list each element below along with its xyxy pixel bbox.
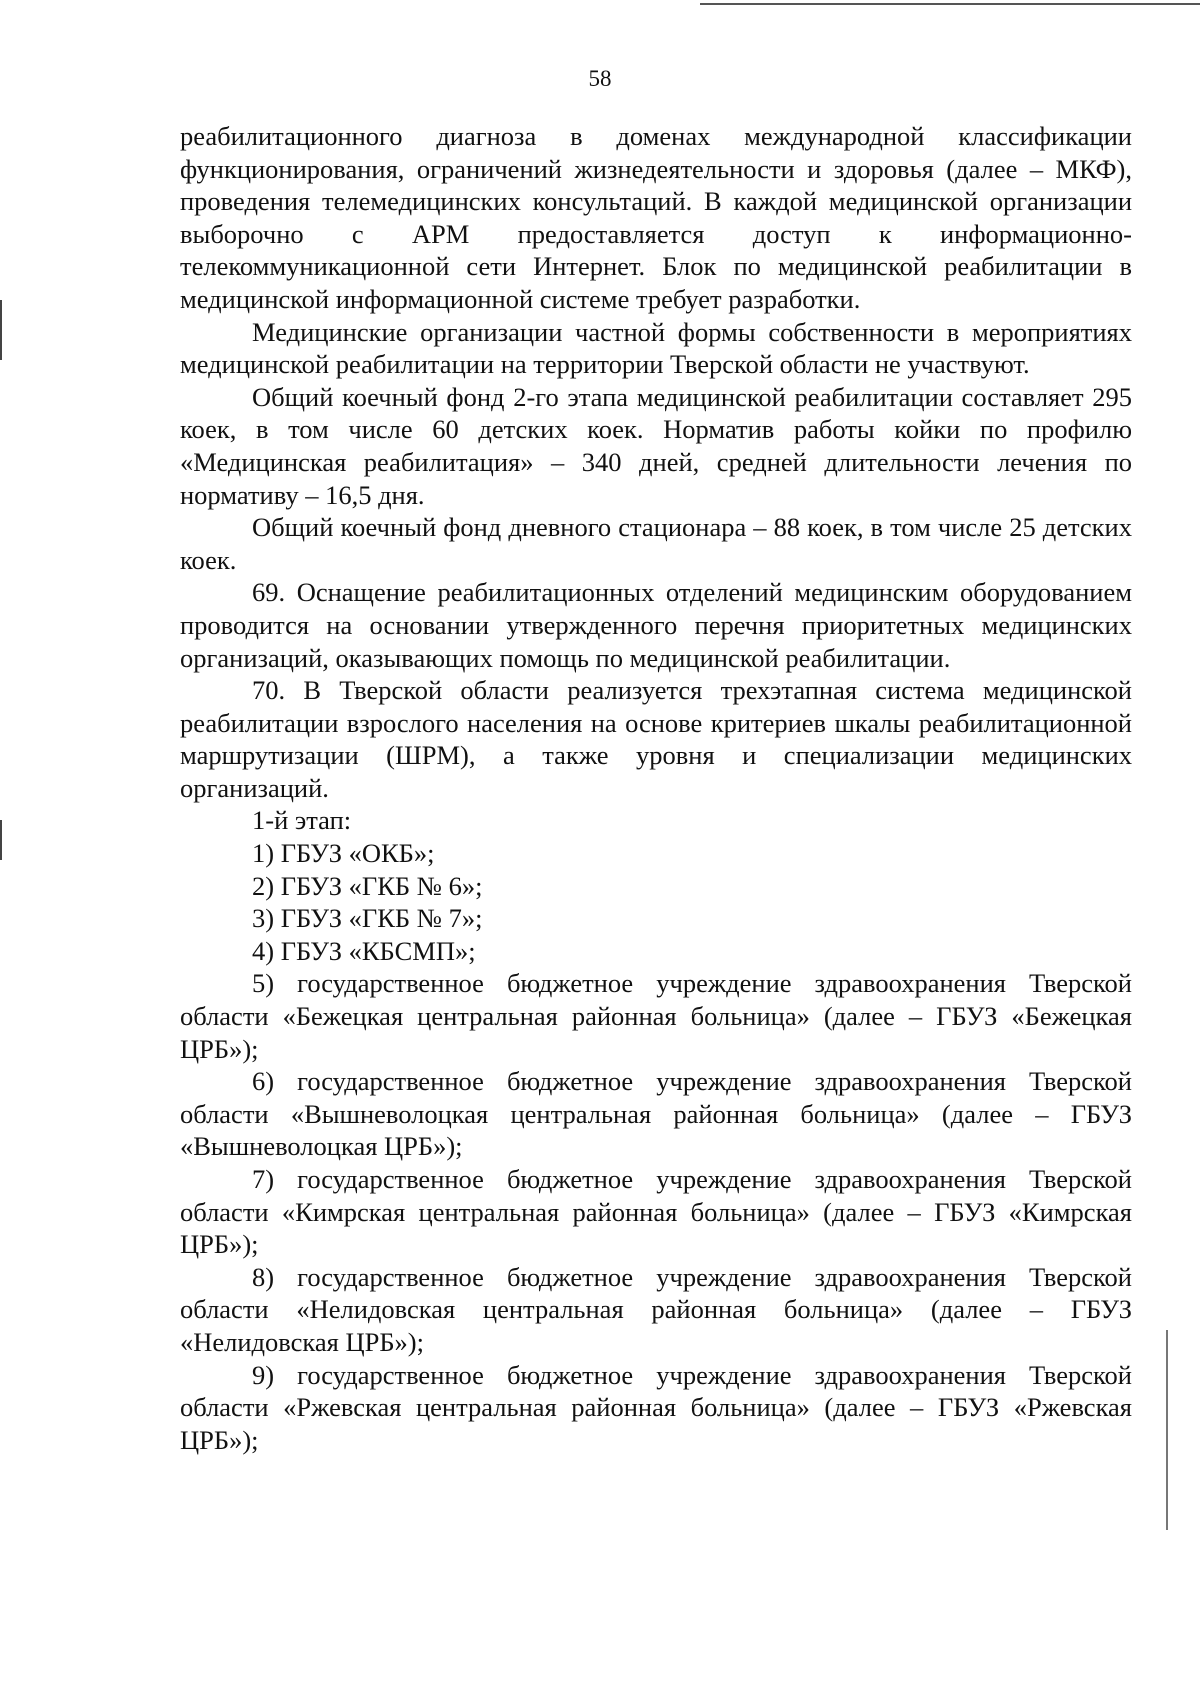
list-item-1: 1) ГБУЗ «ОКБ»; bbox=[252, 838, 435, 869]
list-item-8: 8) государственное бюджетное учреждение здравоохранения Тверской области «Нелидовская центральная районная больница» (далее – ГБУЗ «Нелидовская ЦРБ»); bbox=[180, 1261, 1132, 1357]
list-item-3: 3) ГБУЗ «ГКБ № 7»; bbox=[252, 903, 483, 934]
scan-edge-line bbox=[700, 3, 1200, 5]
paragraph-private-organizations: Медицинские организации частной формы собственности в мероприятиях медицинской реабилитации на территории Тверской области не участвуют. bbox=[180, 316, 1132, 380]
paragraph-day-hospital: Общий коечный фонд дневного стационара – 88 коек, в том числе 25 детских коек. bbox=[180, 512, 1132, 575]
list-item-7: 7) государственное бюджетное учреждение здравоохранения Тверской области «Кимрская центральная районная больница» (далее – ГБУЗ «Кимрская ЦРБ»); bbox=[180, 1164, 1132, 1260]
list-item-5: 5) государственное бюджетное учреждение здравоохранения Тверской области «Бежецкая центральная районная больница» (далее – ГБУЗ «Бежецкая ЦРБ»); bbox=[180, 968, 1132, 1064]
paragraph-69-equipment: 69. Оснащение реабилитационных отделений медицинским оборудованием проводится на основании утвержденного перечня приоритетных медицинских организаций, оказывающих помощь по медицинской реабилитации. bbox=[180, 577, 1132, 673]
document-body bbox=[180, 120, 1132, 1456]
list-item-9: 9) государственное бюджетное учреждение здравоохранения Тверской области «Ржевская центральная районная больница» (далее – ГБУЗ «Ржевская ЦРБ»); bbox=[180, 1359, 1132, 1455]
page-number: 58 bbox=[588, 66, 612, 91]
list-item-4: 4) ГБУЗ «КБСМП»; bbox=[252, 935, 476, 966]
paragraph-70-three-stage-system: 70. В Тверской области реализуется трехэтапная система медицинской реабилитации взрослого населения на основе критериев шкалы реабилитационной маршрутизации (ШРМ), а также уровня и специализации медицинских организаций. bbox=[180, 675, 1132, 803]
stage-1-heading: 1-й этап: bbox=[252, 805, 352, 836]
list-item-2: 2) ГБУЗ «ГКБ № 6»; bbox=[252, 870, 483, 901]
scan-margin-mark bbox=[0, 820, 2, 860]
paragraph-continued: реабилитационного диагноза в доменах международной классификации функционирования, ограничений жизнедеятельности и здоровья (далее – МКФ), проведения телемедицинских консультаций. В каждой медицинской организации выборочно с АРМ предоставляется доступ к информационно-телекоммуникационной сети Интернет. Блок по медицинской реабилитации в медицинской информационной системе требует разработки. bbox=[180, 121, 1132, 314]
paragraph-bed-fund-stage2: Общий коечный фонд 2-го этапа медицинской реабилитации составляет 295 коек, в том числе 60 детских коек. Норматив работы койки по профилю «Медицинская реабилитация» – 340 дней, средней длительности лечения по нормативу – 16,5 дня. bbox=[180, 381, 1132, 510]
scan-margin-mark bbox=[1166, 1330, 1168, 1530]
list-item-6: 6) государственное бюджетное учреждение здравоохранения Тверской области «Вышневолоцкая центральная районная больница» (далее – ГБУЗ «Вышневолоцкая ЦРБ»); bbox=[180, 1066, 1132, 1162]
scan-margin-mark bbox=[0, 300, 2, 360]
